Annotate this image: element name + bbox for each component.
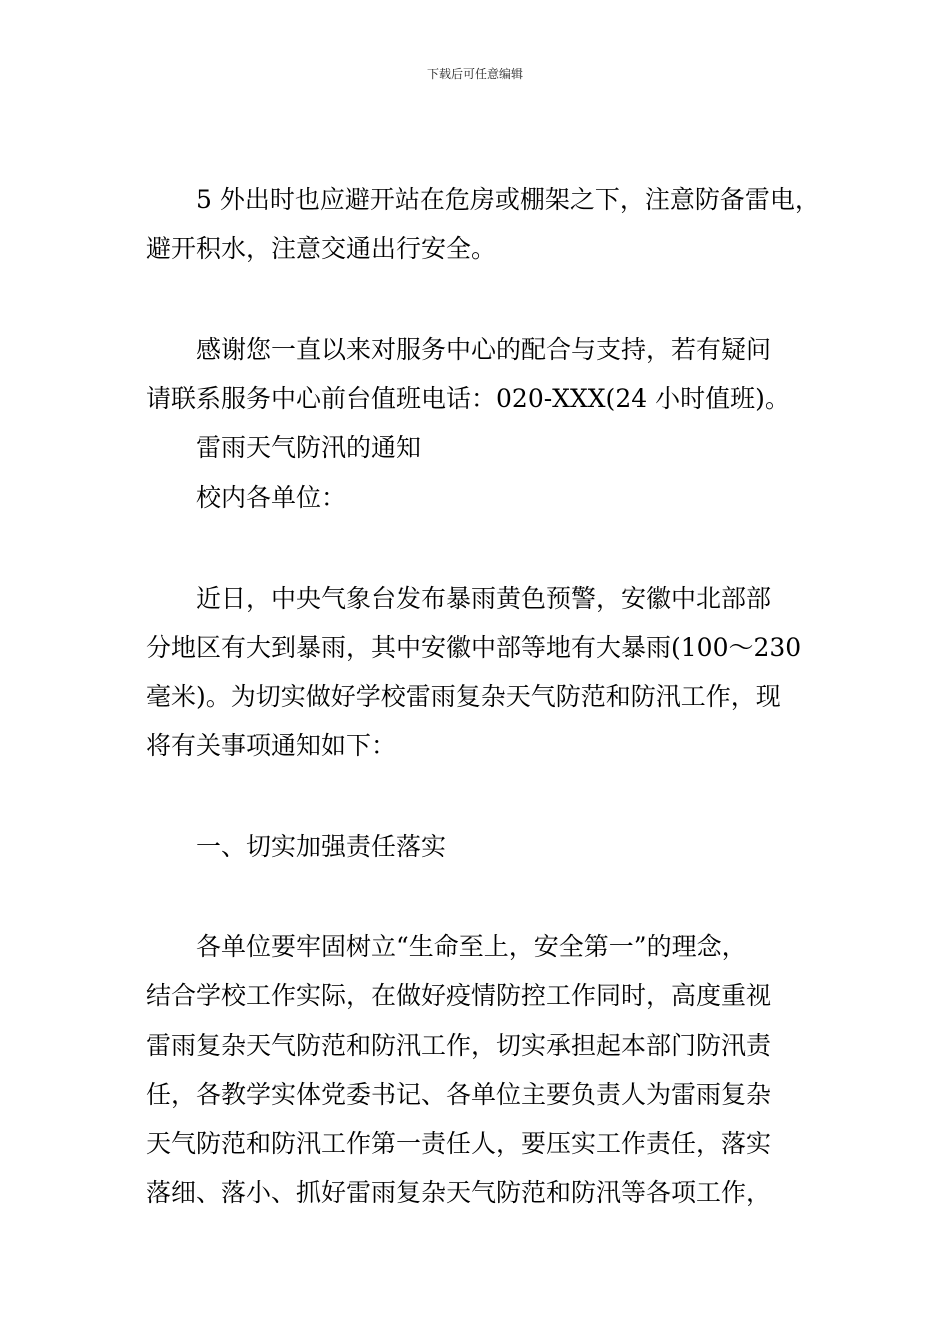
notice-title: 雷雨天气防汛的通知	[196, 433, 422, 462]
paragraph-line: 各单位要牢固树立“生命至上，安全第一”的理念，	[196, 932, 747, 961]
page-header: 下载后可任意编辑	[426, 67, 523, 81]
paragraph-line: 避开积水，注意交通出行安全。	[146, 234, 497, 263]
paragraph-line: 结合学校工作实际，在做好疫情防控工作同时，高度重视	[146, 981, 772, 1010]
paragraph-line: 天气防范和防汛工作第一责任人，要压实工作责任，落实	[146, 1129, 772, 1158]
paragraph-line: 将有关事项通知如下：	[146, 731, 397, 760]
paragraph-line: 落细、落小、抓好雷雨复杂天气防范和防汛等各项工作，	[146, 1178, 772, 1207]
paragraph-line: 任，各教学实体党委书记、各单位主要负责人为雷雨复杂	[146, 1080, 772, 1109]
paragraph-line: 请联系服务中心前台值班电话：020-XXX(24 小时值班)。	[146, 384, 790, 413]
paragraph-line: 感谢您一直以来对服务中心的配合与支持，若有疑问	[196, 335, 772, 364]
section-heading: 一、切实加强责任落实	[196, 832, 447, 861]
paragraph-line: 毫米)。为切实做好学校雷雨复杂天气防范和防汛工作，现	[146, 682, 781, 711]
paragraph-line: 分地区有大到暴雨，其中安徽中部等地有大暴雨(100～230	[146, 633, 802, 662]
paragraph-line: 雷雨复杂天气防范和防汛工作，切实承担起本部门防汛责	[146, 1031, 772, 1060]
notice-recipient: 校内各单位：	[196, 483, 347, 512]
paragraph-line: 近日，中央气象台发布暴雨黄色预警，安徽中北部部	[196, 584, 772, 613]
paragraph-line: 5 外出时也应避开站在危房或棚架之下，注意防备雷电，	[196, 185, 820, 214]
